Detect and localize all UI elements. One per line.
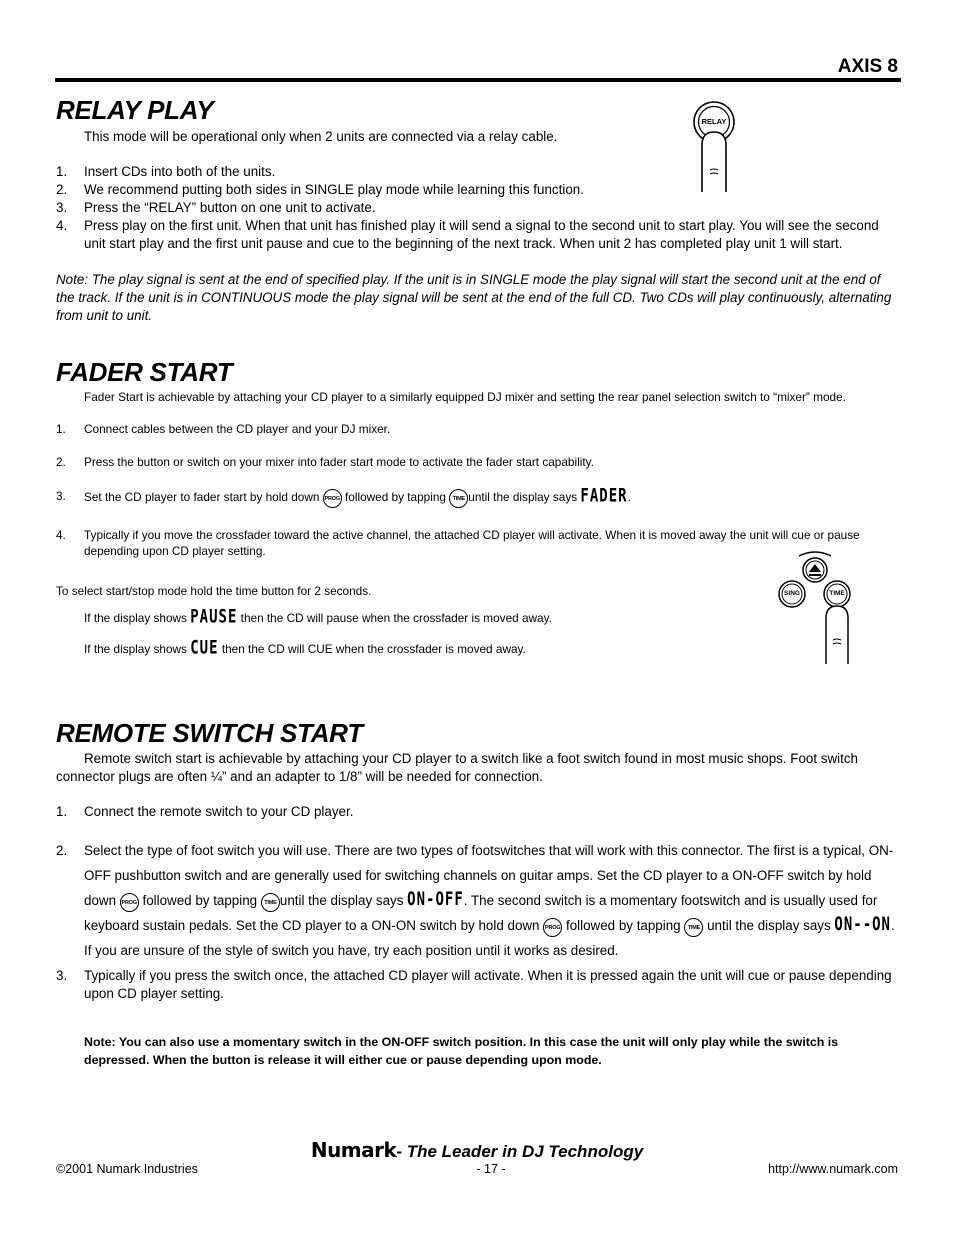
lcd-pause: PAUSE	[190, 606, 238, 628]
step-text: Connect the remote switch to your CD player.	[84, 804, 354, 819]
time-button-icon: TIME	[261, 893, 280, 912]
step-number: 3.	[56, 968, 68, 983]
fader-pause-line	[84, 606, 764, 628]
prog-button-icon: PROG	[543, 918, 562, 937]
step3-end: .	[627, 490, 631, 504]
s2-part-b: followed by tapping	[142, 893, 258, 908]
time-button-label: TIME	[829, 590, 845, 597]
relay-note: Note: The play signal is sent at the end of specified play. If the unit is in SINGLE mode the play signal will start the second unit at the end of the track. If the unit is in CONTINUOUS mode the play signal will be sent at the end of the full CD. Two CDs will play continuously, alternating from unit to unit.	[56, 272, 892, 323]
fader-intro: Fader Start is achievable by attaching your CD player to a similarly equipped DJ mixer and setting the rear panel selection switch to “mixer” mode.	[84, 390, 846, 404]
step-number: 3.	[56, 200, 68, 215]
prog-button-icon: PROG	[323, 489, 342, 508]
pause-part-a: If the display shows	[84, 611, 187, 625]
s2-part-d: . The second switch is a momentary footswitch and is usually used for keyboard sustain pedals. Set the CD player to a ON-ON switch by hold down	[84, 893, 878, 933]
step-number: 4.	[56, 218, 68, 233]
fader-step-1	[56, 421, 898, 437]
sing-button-label: SING	[784, 590, 800, 597]
step-text: Press play on the first unit. When that unit has finished play it will send a signal to the second unit to start play. You will see the second unit start play and the first unit pause and cue to the beginning of the next track. When unit 2 has completed play unit 1 will start.	[84, 218, 879, 251]
step-number: 1.	[56, 422, 66, 436]
fader-step-4	[56, 527, 898, 559]
finger-press-time-icon	[774, 548, 854, 666]
footer-copyright: ©2001 Numark Industries	[56, 1162, 198, 1176]
relay-button-label: RELAY	[701, 117, 727, 126]
step-text	[84, 838, 898, 963]
remote-step-2	[56, 838, 898, 963]
s2-part-e: followed by tapping	[565, 918, 681, 933]
step-number: 2.	[56, 182, 68, 197]
fader-step-2	[56, 454, 898, 470]
lcd-fader: FADER	[580, 485, 628, 507]
remote-intro: Remote switch start is achievable by attaching your CD player to a switch like a foot switch found in most music shops. Foot switch connector plugs are often ¼” and an adapter to 1/8” will be needed for connection.	[56, 751, 859, 784]
relay-step-1	[56, 163, 696, 181]
footer-url[interactable]: http://www.numark.com	[768, 1162, 898, 1176]
time-button-icon: TIME	[684, 918, 703, 937]
s2-part-a: Select the type of foot switch you will use. There are two types of footswitches that will work with this connector. The first is a typical, ON-OFF pushbutton switch and are generally used for switching channels on guitar amps. Set the CD player to a ON-OFF switch by hold down	[84, 843, 894, 908]
cue-part-a: If the display shows	[84, 642, 187, 656]
relay-intro: This mode will be operational only when 2 units are connected via a relay cable.	[84, 129, 558, 144]
step-number: 4.	[56, 528, 66, 542]
step-text: Press the “RELAY” button on one unit to activate.	[84, 200, 376, 215]
fader-cue-line	[84, 637, 764, 659]
remote-switch-heading: REMOTE SWITCH START	[56, 718, 363, 748]
sing-time-illustration	[774, 548, 854, 666]
step-text: Connect cables between the CD player and your DJ mixer.	[84, 422, 391, 436]
step3-part-b: followed by tapping	[344, 490, 446, 504]
numark-logo: Numark	[310, 1138, 397, 1162]
relay-play-heading: RELAY PLAY	[56, 95, 214, 125]
finger-press-icon	[690, 100, 738, 195]
footer-page-number: - 17 -	[476, 1162, 506, 1176]
relay-step-4	[56, 217, 898, 253]
lcd-cue: CUE	[190, 637, 219, 659]
step-text: Press the button or switch on your mixer into fader start mode to activate the fader start capability.	[84, 455, 594, 469]
step-text: Typically if you press the switch once, the attached CD player will activate. When it is pressed again the unit will cue or pause depending upon CD player setting.	[84, 968, 892, 1001]
pause-part-b: then the CD will pause when the crossfader is moved away.	[240, 611, 552, 625]
step3-part-c: until the display says	[468, 490, 578, 504]
s2-part-f: until the display says	[707, 918, 831, 933]
footer-tagline: - The Leader in DJ Technology	[396, 1142, 644, 1161]
relay-button-illustration	[690, 100, 738, 195]
step-text: We recommend putting both sides in SINGLE play mode while learning this function.	[84, 182, 584, 197]
remote-step-1	[56, 803, 898, 821]
time-button-icon: TIME	[449, 489, 468, 508]
model-name: AXIS 8	[837, 56, 898, 77]
step3-part-a: Set the CD player to fader start by hold down	[84, 490, 320, 504]
step-number: 1.	[56, 164, 68, 179]
fader-step-3	[56, 485, 898, 508]
fader-start-heading: FADER START	[56, 357, 233, 387]
s2-part-g: . If you are unsure of the style of switch you have, try each position until it works as desired.	[84, 918, 895, 958]
step-number: 3.	[56, 489, 66, 503]
fader-select-mode: To select start/stop mode hold the time button for 2 seconds.	[56, 584, 372, 598]
relay-step-2	[56, 181, 696, 199]
lcd-on-off: ON-OFF	[407, 889, 464, 911]
step-text	[84, 485, 898, 508]
s2-part-c: until the display says	[279, 893, 404, 908]
step-text: Typically if you move the crossfader toward the active channel, the attached CD player will activate. When it is moved away the unit will cue or pause depending upon CD player setting.	[84, 528, 860, 558]
header-rule	[55, 78, 901, 82]
remote-note: Note: You can also use a momentary switch in the ON-OFF switch position. In this case the unit will only play while the switch is depressed. When the button is release it will either cue or pause depending upon mode.	[84, 1035, 839, 1067]
cue-part-b: then the CD will CUE when the crossfader is moved away.	[221, 642, 526, 656]
step-text: Insert CDs into both of the units.	[84, 164, 276, 179]
lcd-on-on: ON--ON	[834, 914, 891, 936]
step-number: 2.	[56, 843, 68, 858]
prog-button-icon: PROG	[120, 893, 139, 912]
step-number: 1.	[56, 804, 68, 819]
remote-step-3	[56, 967, 898, 1003]
step-number: 2.	[56, 455, 66, 469]
footer-brand	[0, 1138, 954, 1162]
relay-step-3	[56, 199, 898, 217]
